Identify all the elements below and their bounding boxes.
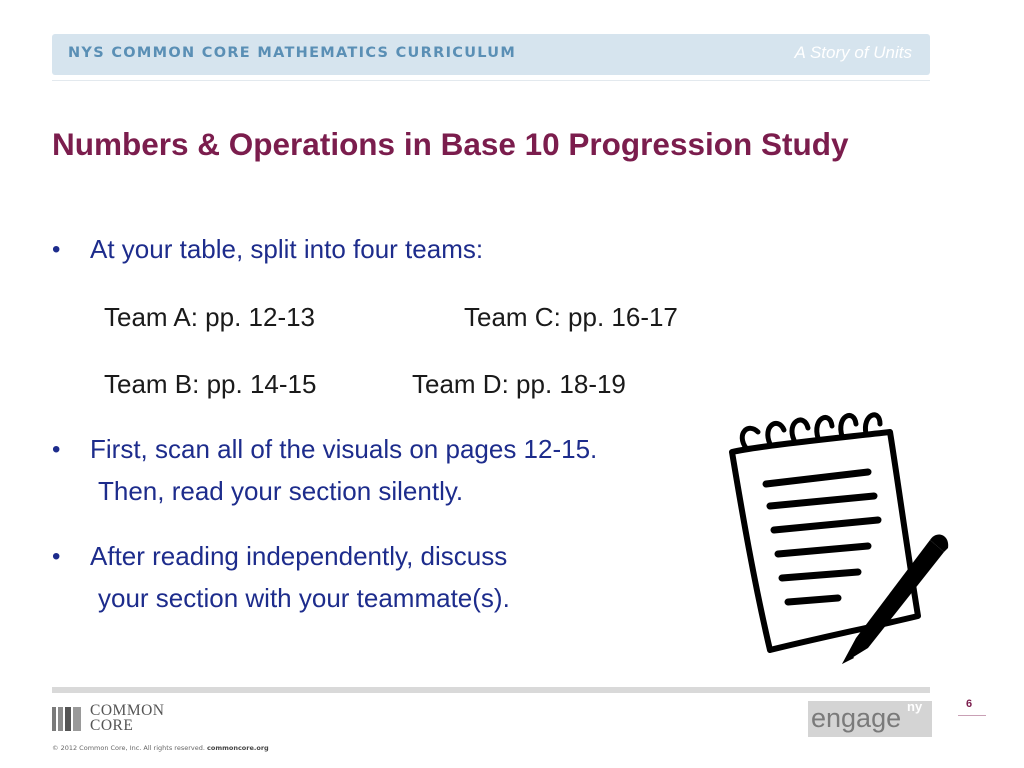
bullet-3-line-1: After reading independently, discuss — [90, 541, 508, 571]
bullet-2-line-1: First, scan all of the visuals on pages 12-15. — [90, 434, 598, 464]
team-b-text: Team B: pp. 14-15 — [104, 369, 317, 399]
copyright-text: © 2012 Common Core, Inc. All rights reserved. — [52, 744, 205, 752]
story-label: A Story of Units — [794, 43, 912, 62]
logo-line-1: COMMON — [90, 702, 165, 719]
curriculum-label: NYS COMMON CORE MATHEMATICS CURRICULUM — [68, 45, 517, 61]
team-d-text: Team D: pp. 18-19 — [412, 369, 626, 399]
bullet-marker: • — [52, 236, 61, 263]
engage-wordmark: engage — [811, 703, 902, 733]
copyright-notice — [52, 744, 269, 752]
bullet-2-line-2: Then, read your section silently. — [98, 476, 464, 506]
common-core-wordmark — [90, 703, 164, 733]
slide-title: Numbers & Operations in Base 10 Progression Study — [52, 126, 849, 162]
bullet-1-text: At your table, split into four teams: — [90, 234, 484, 264]
logo-line-2: CORE — [90, 717, 134, 734]
header-divider — [52, 80, 930, 81]
footer-divider — [52, 687, 930, 693]
copyright-link[interactable]: commoncore.org — [207, 744, 269, 752]
team-c-text: Team C: pp. 16-17 — [464, 302, 678, 332]
engage-ny-superscript: ny — [907, 699, 923, 714]
notepad-pencil-icon — [718, 402, 958, 674]
page-number-underline — [958, 715, 986, 716]
team-a-text: Team A: pp. 12-13 — [104, 302, 316, 332]
common-core-logo — [52, 705, 82, 731]
bullet-3-line-2: your section with your teammate(s). — [98, 583, 510, 613]
bullet-marker: • — [52, 436, 61, 463]
page-number: 6 — [966, 698, 973, 710]
bullet-marker: • — [52, 543, 61, 570]
